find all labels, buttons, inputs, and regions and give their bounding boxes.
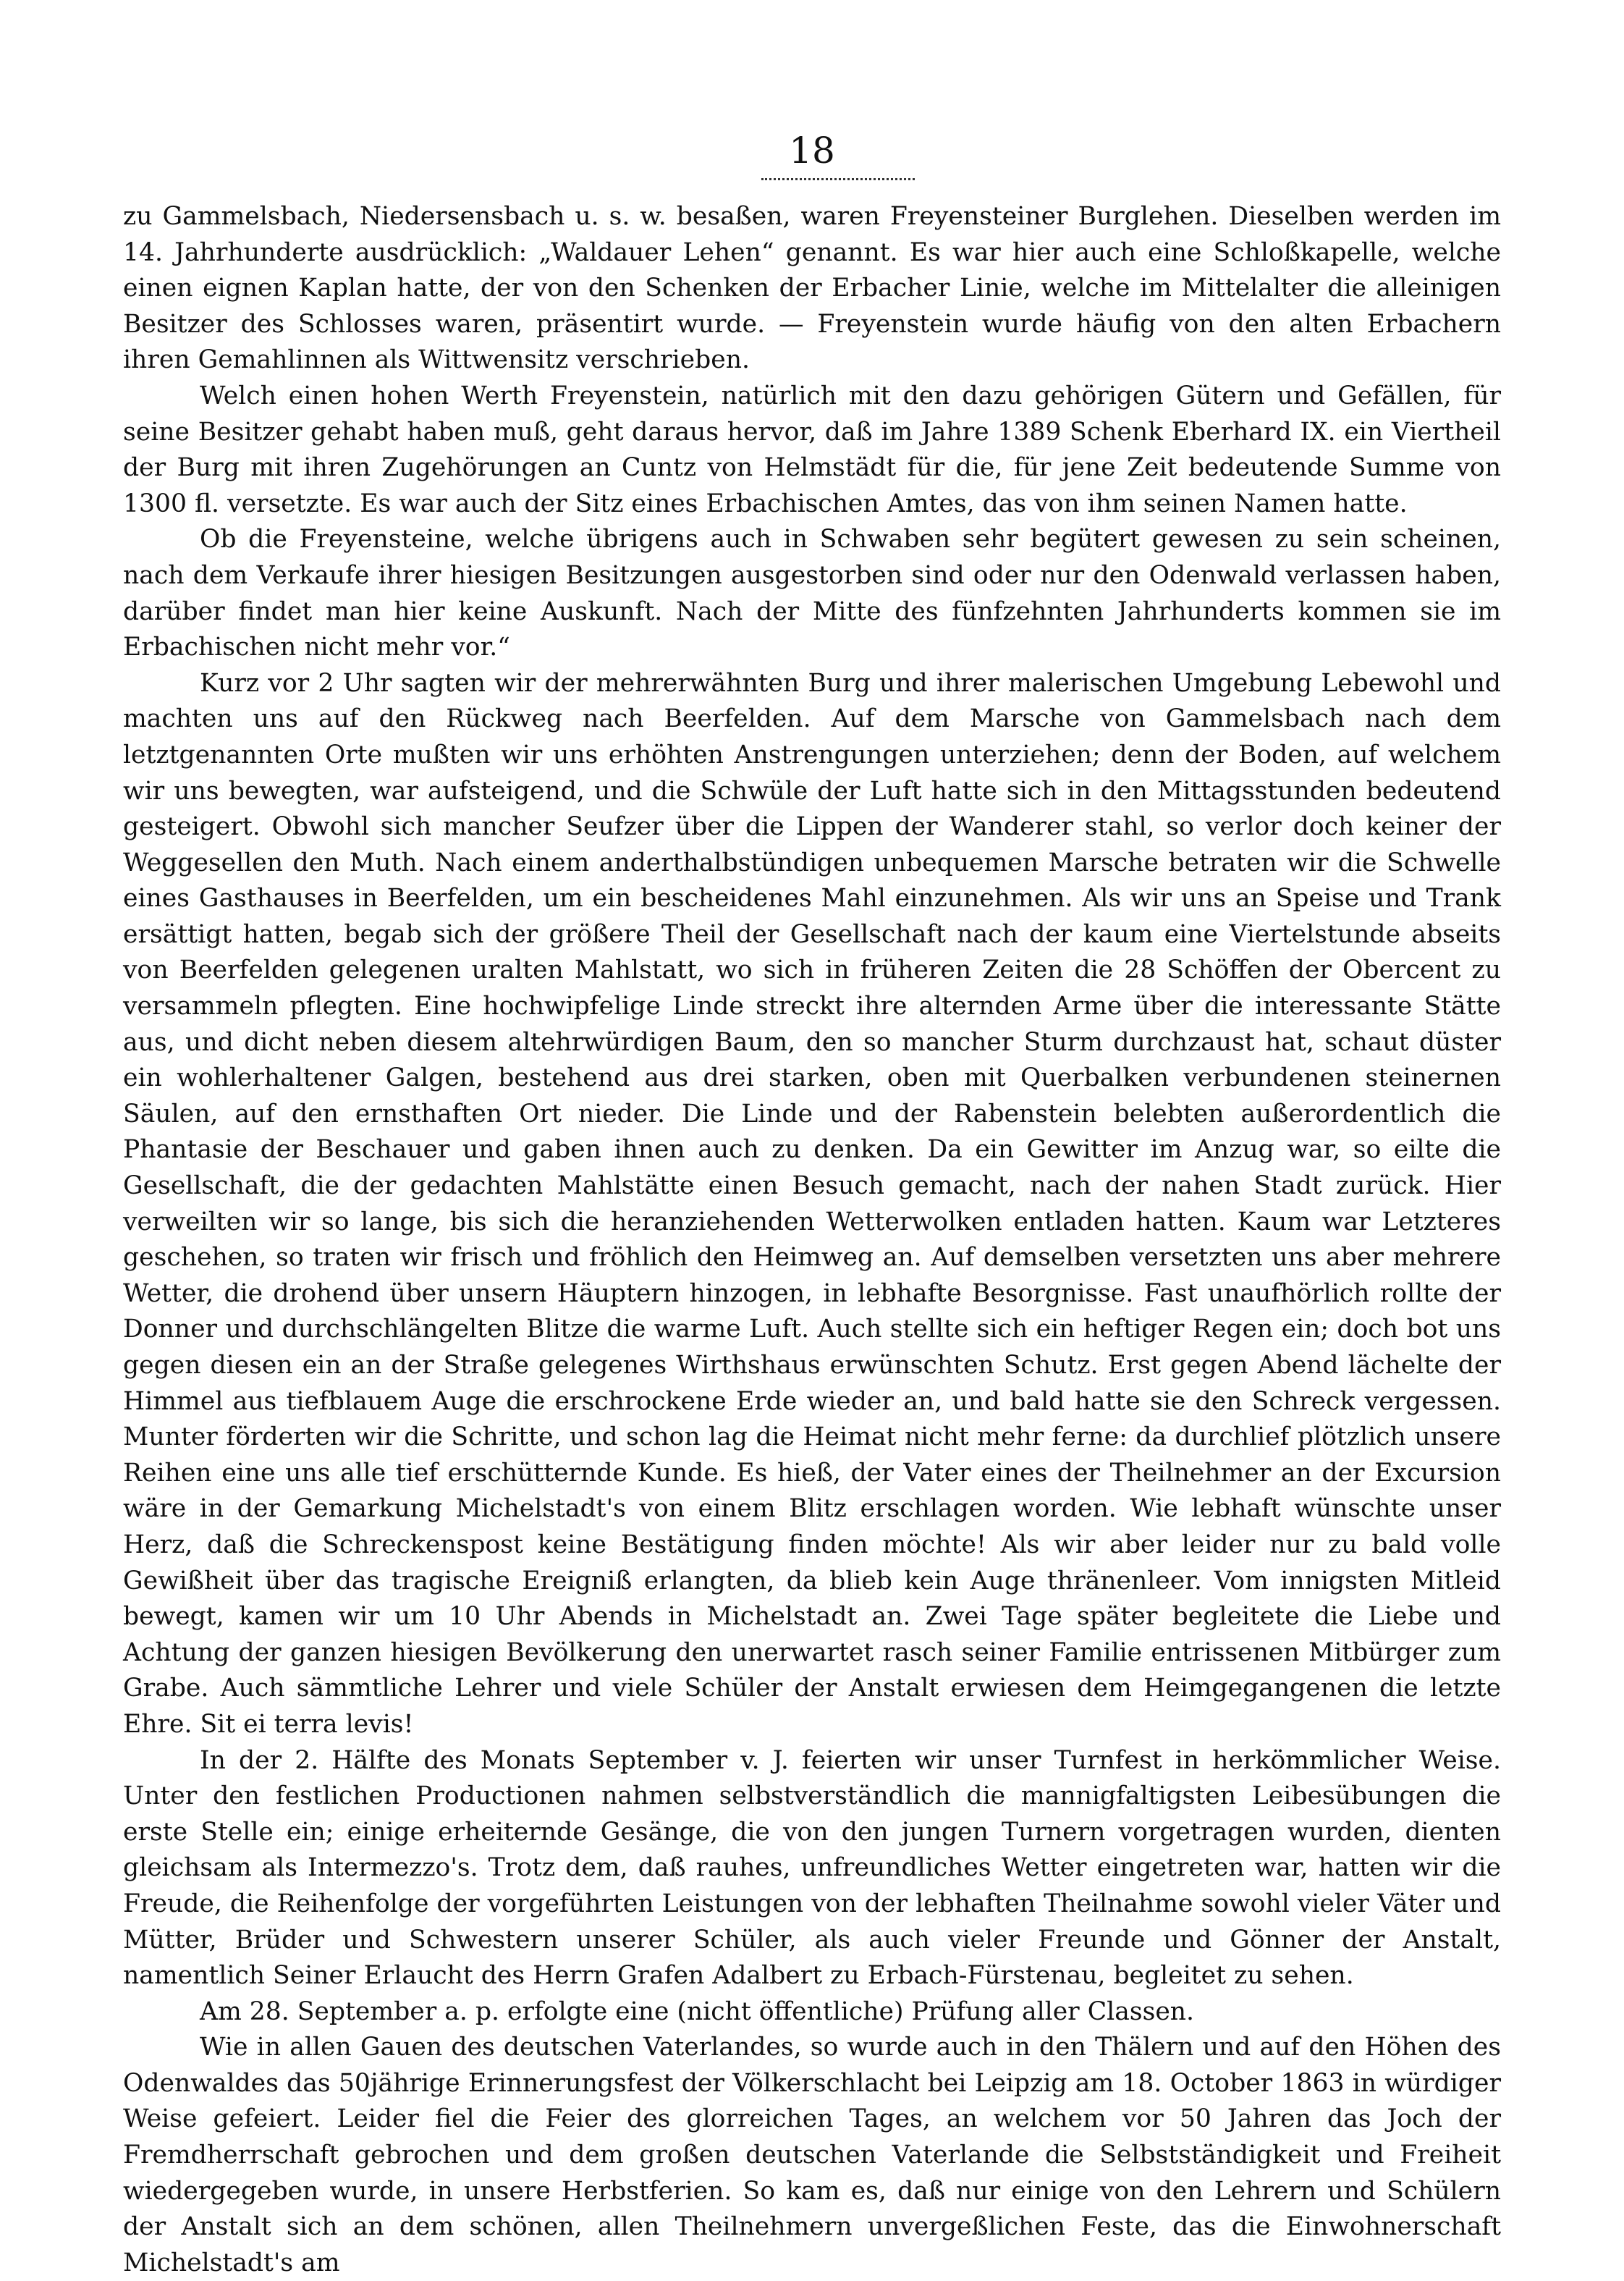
- paragraph: Ob die Freyensteine, welche übrigens auch in Schwaben sehr begütert gewesen zu sein scheinen, nach dem Verkaufe ihrer hiesigen Besitzungen ausgestorben sind oder nur den Odenwald verlassen haben, darüber findet man hier keine Auskunft. Nach der Mitte des fünfzehnten Jahrhunderts kommen sie im Erbachischen nicht mehr vor.“: [123, 525, 1501, 662]
- paragraph: zu Gammelsbach, Niedersensbach u. s. w. besaßen, waren Freyensteiner Burglehen. Dieselben werden im 14. Jahrhunderte ausdrücklich: „Waldauer Lehen“ genannt. Es war hier auch eine Schloßkapelle, welche einen eignen Kaplan hatte, der von den Schenken der Erbacher Linie, welche im Mittelalter die alleinigen Besitzer des Schlosses waren, präsentirt wurde. — Freyenstein wurde häufig von den alten Erbachern ihren Gemahlinnen als Wittwensitz verschrieben.: [123, 202, 1501, 375]
- paragraph: Kurz vor 2 Uhr sagten wir der mehrerwähnten Burg und ihrer malerischen Umgebung Lebewohl und machten uns auf den Rückweg nach Beerfelden. Auf dem Marsche von Gammelsbach nach dem letztgenannten Orte mußten wir uns erhöhten Anstrengungen unterziehen; denn der Boden, auf welchem wir uns bewegten, war aufsteigend, und die Schwüle der Luft hatte sich in den Mittagsstunden bedeutend gesteigert. Obwohl sich mancher Seufzer über die Lippen der Wanderer stahl, so verlor doch keiner der Weggesellen den Muth. Nach einem anderthalbstündigen unbequemen Marsche betraten wir die Schwelle eines Gasthauses in Beerfelden, um ein bescheidenes Mahl einzunehmen. Als wir uns an Speise und Trank ersättigt hatten, begab sich der größere Theil der Gesellschaft nach der kaum eine Viertelstunde abseits von Beerfelden gelegenen uralten Mahlstatt, wo sich in früheren Zeiten die 28 Schöffen der Obercent zu versammeln pflegten. Eine hochwipfelige Linde streckt ihre alternden Arme über die interessante Stätte aus, und dicht neben diesem altehrwürdigen Baum, den so mancher Sturm durchzaust hat, schaut düster ein wohlerhaltener Galgen, bestehend aus drei starken, oben mit Querbalken verbundenen steinernen Säulen, auf den ernsthaften Ort nieder. Die Linde und der Rabenstein belebten außerordentlich die Phantasie der Beschauer und gaben ihnen auch zu denken. Da ein Gewitter im Anzug war, so eilte die Gesellschaft, die der gedachten Mahlstätte einen Besuch gemacht, nach der nahen Stadt zurück. Hier verweilten wir so lange, bis sich die heranziehenden Wetterwolken entladen hatten. Kaum war Letzteres geschehen, so traten wir frisch und fröhlich den Heimweg an. Auf demselben versetzten uns aber mehrere Wetter, die drohend über unsern Häuptern hinzogen, in lebhafte Besorgnisse. Fast unaufhörlich rollte der Donner und durchschlängelten Blitze die warme Luft. Auch stellte sich ein heftiger Regen ein; doch bot uns gegen diesen ein an der Straße gelegenes Wirthshaus erwünschten Schutz. Erst gegen Abend lächelte der Himmel aus tiefblauem Auge die erschrockene Erde wieder an, und bald hatte sie den Schreck vergessen. Munter förderten wir die Schritte, und schon lag die Heimat nicht mehr ferne: da durchlief plötzlich unsere Reihen eine uns alle tief erschütternde Kunde. Es hieß, der Vater eines der Theilnehmer an der Excursion wäre in der Gemarkung Michelstadt's von einem Blitz erschlagen worden. Wie lebhaft wünschte unser Herz, daß die Schreckenspost keine Bestätigung finden möchte! Als wir aber leider nur zu bald volle Gewißheit über das tragische Ereigniß erlangten, da blieb kein Auge thränenleer. Vom innigsten Mitleid bewegt, kamen wir um 10 Uhr Abends in Michelstadt an. Zwei Tage später begleitete die Liebe und Achtung der ganzen hiesigen Bevölkerung den unerwartet rasch seiner Familie entrissenen Mitbürger zum Grabe. Auch sämmtliche Lehrer und viele Schüler der Anstalt erwiesen dem Heimgegangenen die letzte Ehre. Sit ei terra levis!: [123, 668, 1501, 1739]
- body-text: [123, 199, 1501, 2281]
- paragraph: Welch einen hohen Werth Freyenstein, natürlich mit den dazu gehörigen Gütern und Gefällen, für seine Besitzer gehabt haben muß, geht daraus hervor, daß im Jahre 1389 Schenk Eberhard IX. ein Viertheil der Burg mit ihren Zugehörungen an Cuntz von Helmstädt für die, für jene Zeit bedeutende Summe von 1300 fl. versetzte. Es war auch der Sitz eines Erbachischen Amtes, das von ihm seinen Namen hatte.: [123, 381, 1501, 518]
- page-number: 18: [789, 130, 835, 172]
- paragraph: Wie in allen Gauen des deutschen Vaterlandes, so wurde auch in den Thälern und auf den Höhen des Odenwaldes das 50jährige Erinnerungsfest der Völkerschlacht bei Leipzig am 18. October 1863 in würdiger Weise gefeiert. Leider fiel die Feier des glorreichen Tages, an welchem vor 50 Jahren das Joch der Fremdherrschaft gebrochen und dem großen deutschen Vaterlande die Selbstständigkeit und Freiheit wiedergegeben wurde, in unsere Herbstferien. So kam es, daß nur einige von den Lehrern und Schülern der Anstalt sich an dem schönen, allen Theilnehmern unvergeßlichen Feste, das die Einwohnerschaft Michelstadt's am: [123, 2033, 1501, 2277]
- paragraph: In der 2. Hälfte des Monats September v. J. feierten wir unser Turnfest in herkömmlicher Weise. Unter den festlichen Productionen nahmen selbstverständlich die mannigfaltigsten Leibesübungen die erste Stelle ein; einige erheiternde Gesänge, die von den jungen Turnern vorgetragen wurden, dienten gleichsam als Intermezzo's. Trotz dem, daß rauhes, unfreundliches Wetter eingetreten war, hatten wir die Freude, die Reihenfolge der vorgeführten Leistungen von der lebhaften Theilnahme sowohl vieler Väter und Mütter, Brüder und Schwestern unserer Schüler, als auch vieler Freunde und Gönner der Anstalt, namentlich Seiner Erlaucht des Herrn Grafen Adalbert zu Erbach-Fürstenau, begleitet zu sehen.: [123, 1745, 1501, 1991]
- decorative-rule: [761, 178, 915, 180]
- paragraph: Am 28. September a. p. erfolgte eine (nicht öffentliche) Prüfung aller Classen.: [200, 1997, 1195, 2026]
